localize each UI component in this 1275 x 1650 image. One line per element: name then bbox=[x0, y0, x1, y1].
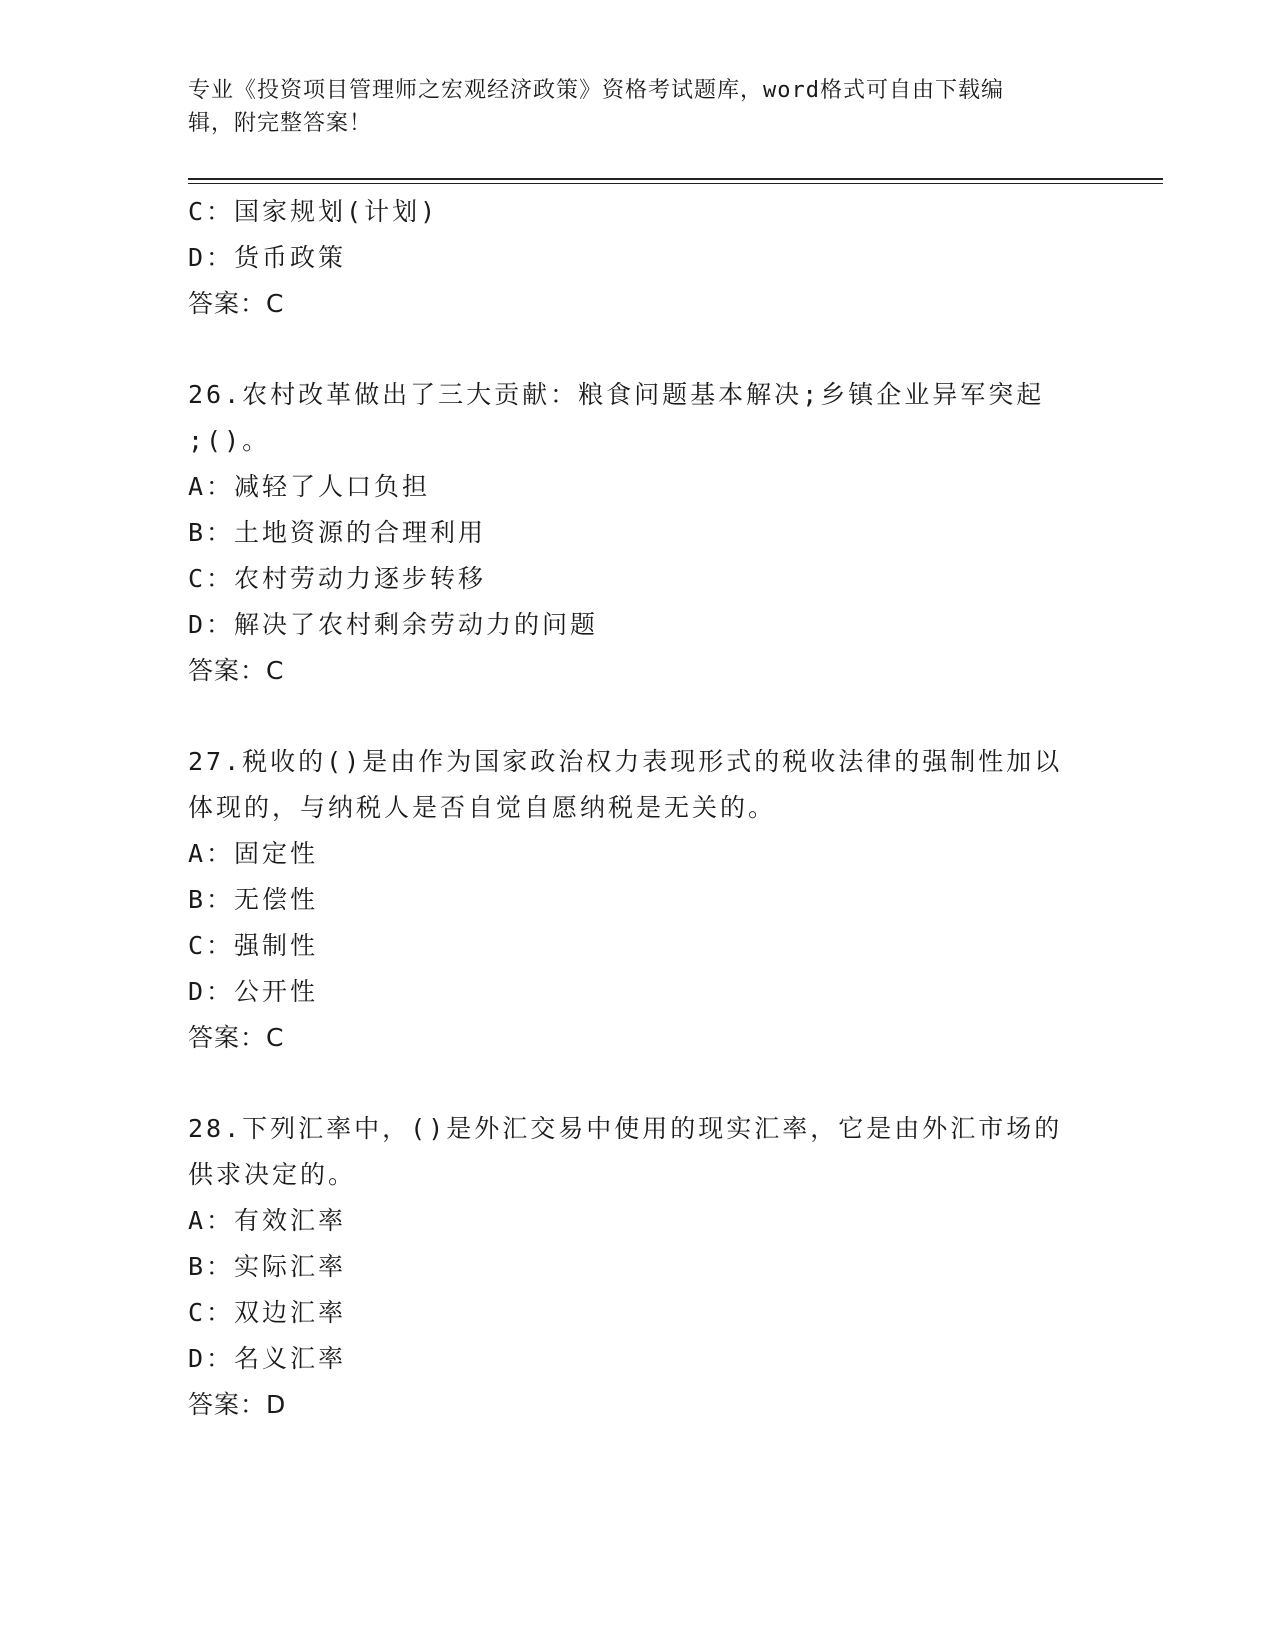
option-d: D：公开性 bbox=[188, 977, 319, 1006]
question-25-tail bbox=[188, 189, 1088, 327]
option-a: A：有效汇率 bbox=[188, 1206, 347, 1235]
option-b: B：土地资源的合理利用 bbox=[188, 518, 487, 547]
option-c: C：强制性 bbox=[188, 931, 319, 960]
question-stem-line: 27.税收的()是由作为国家政治权力表现形式的税收法律的强制性加以 bbox=[188, 747, 1063, 776]
question-stem-line: 供求决定的。 bbox=[188, 1160, 357, 1189]
question-28 bbox=[188, 1106, 1088, 1428]
option-b: B：实际汇率 bbox=[188, 1252, 347, 1281]
question-stem-line: 28.下列汇率中，()是外汇交易中使用的现实汇率，它是由外汇市场的 bbox=[188, 1114, 1063, 1143]
answer-line: 答案：C bbox=[188, 1023, 285, 1052]
question-spacer bbox=[188, 1061, 1088, 1106]
question-26 bbox=[188, 372, 1088, 694]
question-stem-line: 26.农村改革做出了三大贡献：粮食问题基本解决;乡镇企业异军突起 bbox=[188, 380, 1045, 409]
question-stem-line: ;()。 bbox=[188, 426, 271, 455]
question-27 bbox=[188, 739, 1088, 1061]
question-stem-line: 体现的，与纳税人是否自觉自愿纳税是无关的。 bbox=[188, 793, 777, 822]
option-d: D：名义汇率 bbox=[188, 1344, 347, 1373]
document-header bbox=[188, 74, 1088, 140]
answer-line: 答案：C bbox=[188, 289, 285, 318]
question-spacer bbox=[188, 694, 1088, 739]
answer-line: 答案：D bbox=[188, 1390, 287, 1419]
option-c: C：农村劳动力逐步转移 bbox=[188, 564, 487, 593]
answer-line: 答案：C bbox=[188, 656, 285, 685]
option-b: B：无偿性 bbox=[188, 885, 319, 914]
option-c: C：双边汇率 bbox=[188, 1298, 347, 1327]
option-d: D：货币政策 bbox=[188, 243, 347, 272]
option-a: A：减轻了人口负担 bbox=[188, 472, 431, 501]
header-divider-thick bbox=[188, 178, 1163, 180]
header-line-1: 专业《投资项目管理师之宏观经济政策》资格考试题库，word格式可自由下载编 bbox=[188, 78, 1004, 103]
question-list bbox=[188, 189, 1088, 1428]
header-divider-thin bbox=[188, 183, 1163, 184]
option-d: D：解决了农村剩余劳动力的问题 bbox=[188, 610, 599, 639]
option-a: A：固定性 bbox=[188, 839, 319, 868]
question-spacer bbox=[188, 327, 1088, 372]
header-line-2: 辑，附完整答案！ bbox=[188, 111, 373, 136]
option-c: C：国家规划(计划) bbox=[188, 197, 439, 226]
